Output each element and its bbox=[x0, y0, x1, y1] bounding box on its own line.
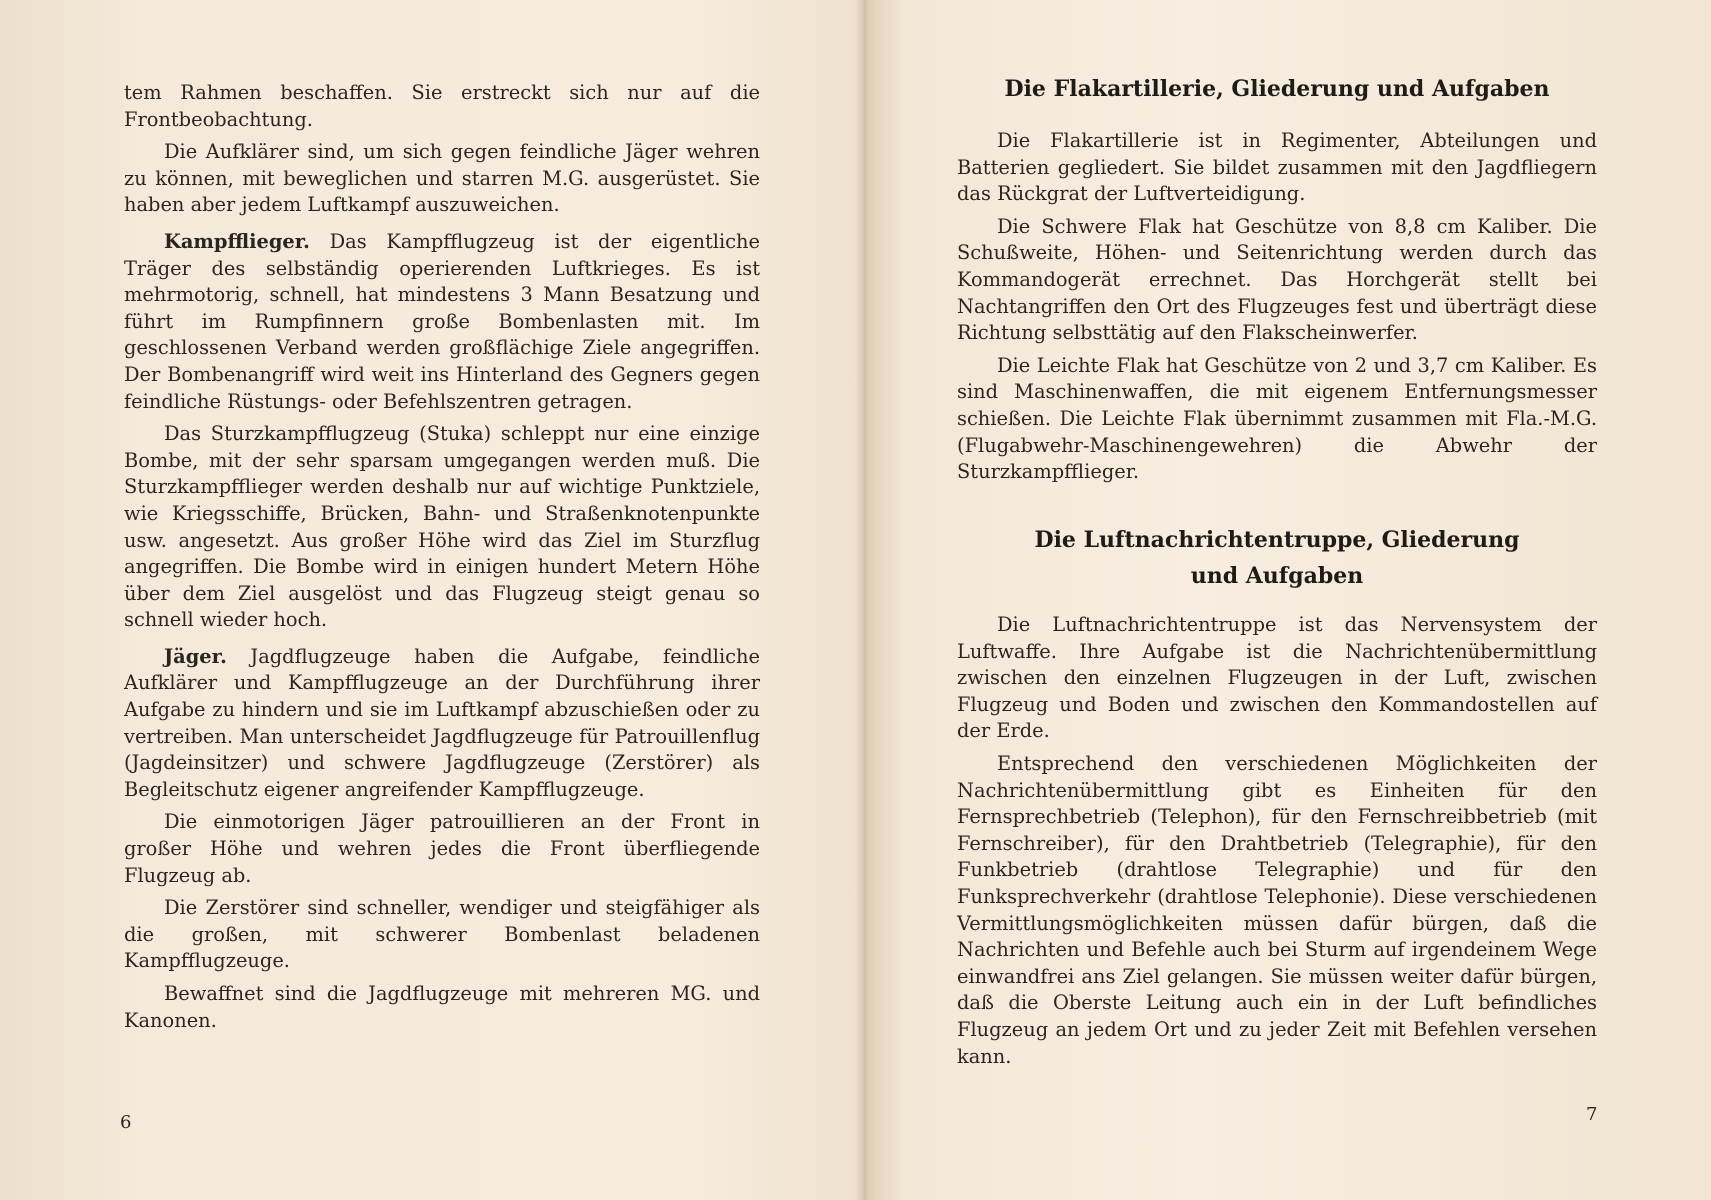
paragraph: Die Aufklärer sind, um sich gegen feindliche Jäger wehren zu können, mit beweglichen und starren M.G. ausgerüstet. Sie haben aber jedem Luftkampf auszuweichen. bbox=[124, 140, 760, 217]
paragraph-kampfflieger bbox=[124, 229, 760, 415]
section-heading-flakartillerie: Die Flakartillerie, Gliederung und Aufgaben bbox=[1004, 76, 1550, 102]
paragraph: Die Schwere Flak hat Geschütze von 8,8 cm Kaliber. Die Schußweite, Höhen- und Seitenrichtung werden durch das Kommandogerät errechnet. Das Horchgerät stellt bei Nachtangriffen den Ort des Flugzeuges fest und überträgt diese Richtung selbsttätig auf den Flakscheinwerfer. bbox=[957, 214, 1597, 345]
right-page bbox=[862, 0, 1711, 1200]
heading-line: Die Luftnachrichtentruppe, Gliederung bbox=[1034, 527, 1520, 553]
paragraph-text: Jagdflugzeuge haben die Aufgabe, feindliche Aufklärer und Kampfflugzeuge an der Durchführung ihrer Aufgabe zu hindern und sie im Luftkampf abzuschießen oder zu vertreiben. Man unterscheidet Jagdflugzeuge für Patrouillenflug (Jagdeinsitzer) und schwere Jagdflugzeuge (Zerstörer) als Begleitschutz eigener angreifender Kampfflugzeuge. bbox=[124, 644, 761, 801]
section-heading-luftnachrichtentruppe bbox=[957, 522, 1597, 594]
right-page-text-section-2 bbox=[957, 612, 1597, 1076]
paragraph: tem Rahmen beschaffen. Sie erstreckt sich nur auf die Frontbeobachtung. bbox=[124, 81, 760, 131]
paragraph-stuka: Das Sturzkampfflugzeug (Stuka) schleppt nur eine einzige Bombe, mit der sehr sparsam umgegangen werden muß. Die Sturzkampfflieger werden deshalb nur auf wichtige Punktziele, wie Kriegsschiffe, Brücken, Bahn- und Straßenknotenpunkte usw. angesetzt. Aus großer Höhe wird das Ziel im Sturzflug angegriffen. Die Bombe wird in einigen hundert Metern Höhe über dem Ziel ausgelöst und das Flugzeug steigt genau so schnell wieder hoch. bbox=[124, 422, 760, 632]
paragraph: Die Leichte Flak hat Geschütze von 2 und 3,7 cm Kaliber. Es sind Maschinenwaffen, die mit eigenem Entfernungsmesser schießen. Die Leichte Flak übernimmt zusammen mit Fla.-M.G. (Flugabwehr-Maschinengewehren) die Abwehr der Sturzkampfflieger. bbox=[957, 353, 1597, 484]
lead-term-jaeger: Jäger. bbox=[164, 644, 227, 668]
paragraph: Die Zerstörer sind schneller, wendiger und steigfähiger als die großen, mit schwerer Bombenlast beladenen Kampfflugzeuge. bbox=[124, 896, 760, 973]
paragraph: Bewaffnet sind die Jagdflugzeuge mit mehreren MG. und Kanonen. bbox=[124, 982, 760, 1032]
right-page-text-section-1 bbox=[957, 128, 1597, 492]
paragraph: Die einmotorigen Jäger patrouillieren an der Front in großer Höhe und wehren jedes die Front überfliegende Flugzeug ab. bbox=[124, 810, 760, 887]
paragraph-jaeger bbox=[124, 644, 760, 804]
paragraph: Die Flakartillerie ist in Regimenter, Abteilungen und Batterien gegliedert. Sie bildet zusammen mit den Jagdfliegern das Rückgrat der Luftverteidigung. bbox=[957, 129, 1597, 206]
paragraph: Entsprechend den verschiedenen Möglichkeiten der Nachrichtenübermittlung gibt es Einheiten für den Fernsprechbetrieb (Telephon), für den Fernschreibbetrieb (mit Fernschreiber), für den Drahtbetrieb (Telegraphie), für den Funkbetrieb (drahtlose Telegraphie) und für den Funksprechverkehr (drahtlose Telephonie). Diese verschiedenen Vermittlungsmöglichkeiten müssen dafür bürgen, daß die Nachrichten und Befehle auch bei Sturm auf irgendeinem Wege einwandfrei ans Ziel gelangen. Sie müssen weiter dafür bürgen, daß die Oberste Leitung auch ein in der Luft befindliches Flugzeug an jedem Ort und zu jeder Zeit mit Befehlen versehen kann. bbox=[957, 751, 1597, 1068]
lead-term-kampfflieger: Kampfflieger. bbox=[164, 229, 310, 253]
page-number-right: 7 bbox=[1586, 1104, 1598, 1125]
page-number-left: 6 bbox=[120, 1112, 132, 1133]
left-page-text bbox=[124, 80, 760, 1040]
paragraph-text: Das Kampfflugzeug ist der eigentliche Träger des selbständig operierenden Luftkrieges. Es ist mehrmotorig, schnell, hat mindestens 3 Mann Besatzung und führt im Rumpfinnern große Bombenlasten mit. Im geschlossenen Verband werden großflächige Ziele angegriffen. Der Bombenangriff wird weit ins Hinterland des Gegners gegen feindliche Rüstungs- oder Befehlszentren getragen. bbox=[124, 229, 760, 413]
paragraph: Die Luftnachrichtentruppe ist das Nervensystem der Luftwaffe. Ihre Aufgabe ist die Nachrichtenübermittlung zwischen den einzelnen Flugzeugen in der Luft, zwischen Flugzeug und Boden und zwischen den Kommandostellen auf der Erde. bbox=[957, 613, 1597, 743]
heading-line: und Aufgaben bbox=[1190, 563, 1364, 589]
